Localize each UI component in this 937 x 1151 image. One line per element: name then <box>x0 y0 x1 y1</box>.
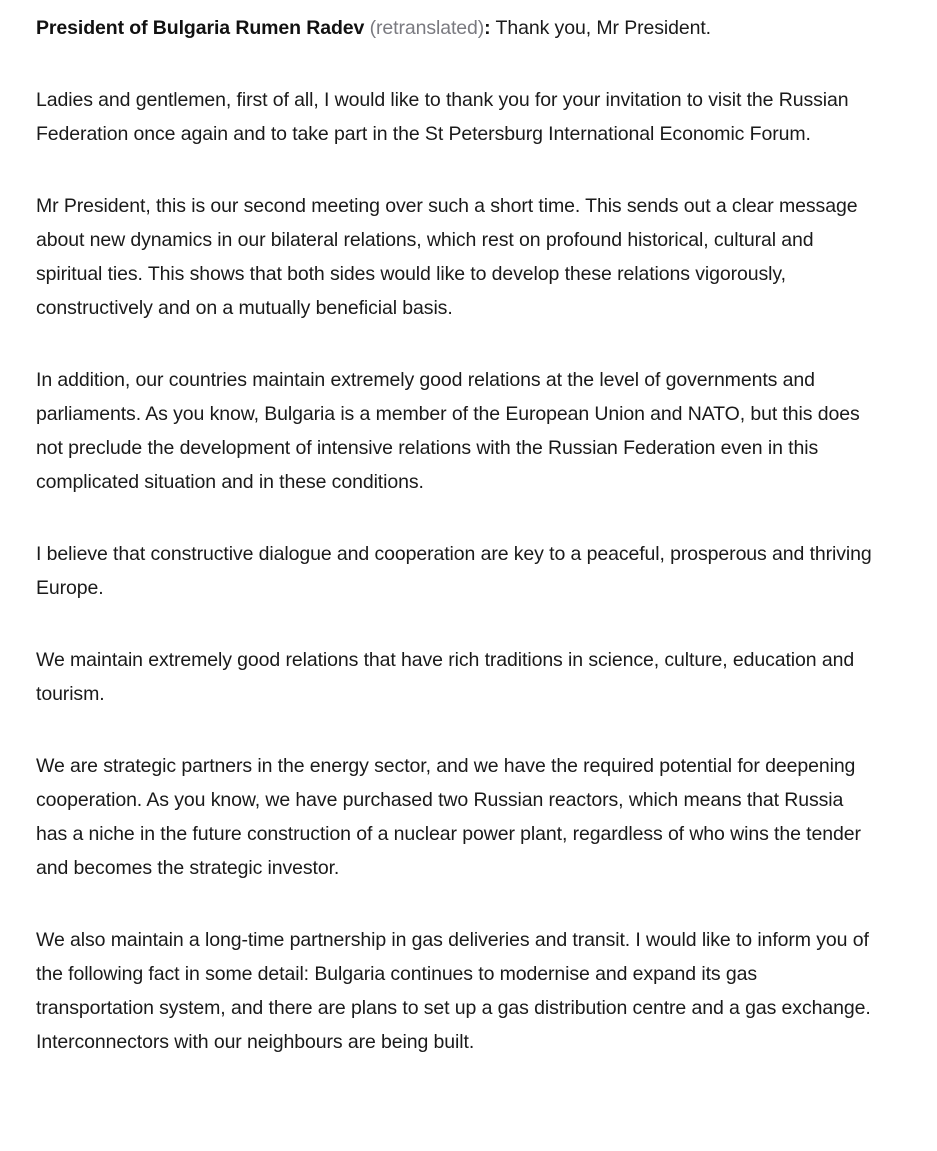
opening-remark: Thank you, Mr President. <box>490 17 711 39</box>
speaker-colon: : <box>484 17 491 39</box>
speaker-paragraph <box>36 11 876 45</box>
transcript-article <box>36 11 876 1097</box>
paragraph-gas: We also maintain a long-time partnership in gas deliveries and transit. I would like to inform you of the following fact in some detail: Bulgaria continues to modernise and expand its gas transportation system, and there are plans to set up a gas distribution centre and a gas exchange. Interconnectors with our neighbours are being built. <box>36 929 871 1053</box>
paragraph-invitation: Ladies and gentlemen, first of all, I would like to thank you for your invitation to visit the Russian Federation once again and to take part in the St Petersburg International Economic Forum. <box>36 89 849 145</box>
paragraph-second-meeting: Mr President, this is our second meeting over such a short time. This sends out a clear message about new dynamics in our bilateral relations, which rest on profound historical, cultural and spiritual ties. This shows that both sides would like to develop these relations vigorously, constructively and on a mutually beneficial basis. <box>36 195 858 319</box>
paragraph-energy: We are strategic partners in the energy sector, and we have the required potential for deepening cooperation. As you know, we have purchased two Russian reactors, which means that Russia has a niche in the future construction of a nuclear power plant, regardless of who wins the tender and becomes the strategic investor. <box>36 755 861 879</box>
paragraph-traditions: We maintain extremely good relations that have rich traditions in science, culture, education and tourism. <box>36 649 855 705</box>
speaker-name: President of Bulgaria Rumen Radev <box>36 17 365 39</box>
paragraph-governments: In addition, our countries maintain extremely good relations at the level of governments and parliaments. As you know, Bulgaria is a member of the European Union and NATO, but this does not preclude the development of intensive relations with the Russian Federation even in this complicated situation and in these conditions. <box>36 369 860 493</box>
retranslated-note: (retranslated) <box>369 17 485 39</box>
paragraph-dialogue: I believe that constructive dialogue and cooperation are key to a peaceful, prosperous and thriving Europe. <box>36 543 872 599</box>
